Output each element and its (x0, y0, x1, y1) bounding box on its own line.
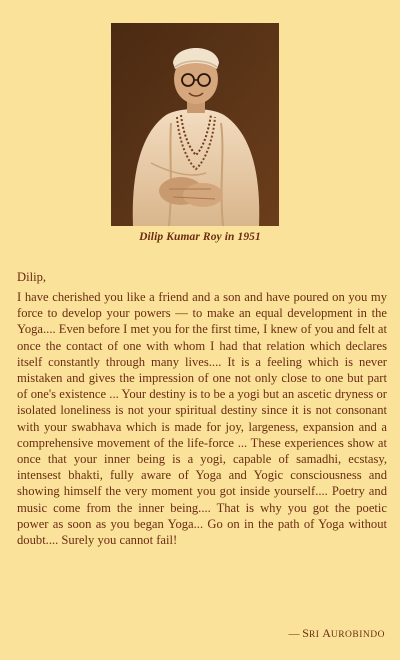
photo-caption: Dilip Kumar Roy in 1951 (139, 231, 261, 243)
signature-dash: — (288, 628, 303, 640)
portrait-illustration (111, 23, 279, 226)
portrait-photo (111, 23, 279, 226)
letter-body: I have cherished you like a friend and a son and have poured on you my force to develop your powers — to make an equal development in the Yoga.... Even before I met you for the first time, I knew of you and felt at once the contact of one with whom I had that relation which declares itself constantly through many lives.... It is a feeling which is never mistaken and gives the impression of one not only close to one but part of one's existence ... Your destiny is to be a yogi but an ascetic dryness or isolated loneliness is not your spiritual destiny since it is not consonant with your swabhava which is made for joy, largeness, expansion and a comprehensive movement of the life-force ... These experiences show at once that your inner being is a yogi, capable of samadhi, ecstasy, intensest bhakti, fully aware of Yoga and Yogic consciousness and showing himself the very moment you got inside yourself.... Poetry and music come from the inner being.... That is why you got the poetic power as soon as you began Yoga... Go on in the path of Yoga without doubt.... Surely you cannot fail! (17, 290, 387, 548)
letter-signature (289, 626, 386, 641)
signature-first-initial: S (302, 626, 309, 640)
signature-first-rest: RI (308, 630, 320, 640)
signature-last-rest: UROBINDO (330, 630, 385, 640)
signature-last-initial: A (322, 626, 331, 640)
letter-salutation: Dilip, (17, 270, 47, 284)
